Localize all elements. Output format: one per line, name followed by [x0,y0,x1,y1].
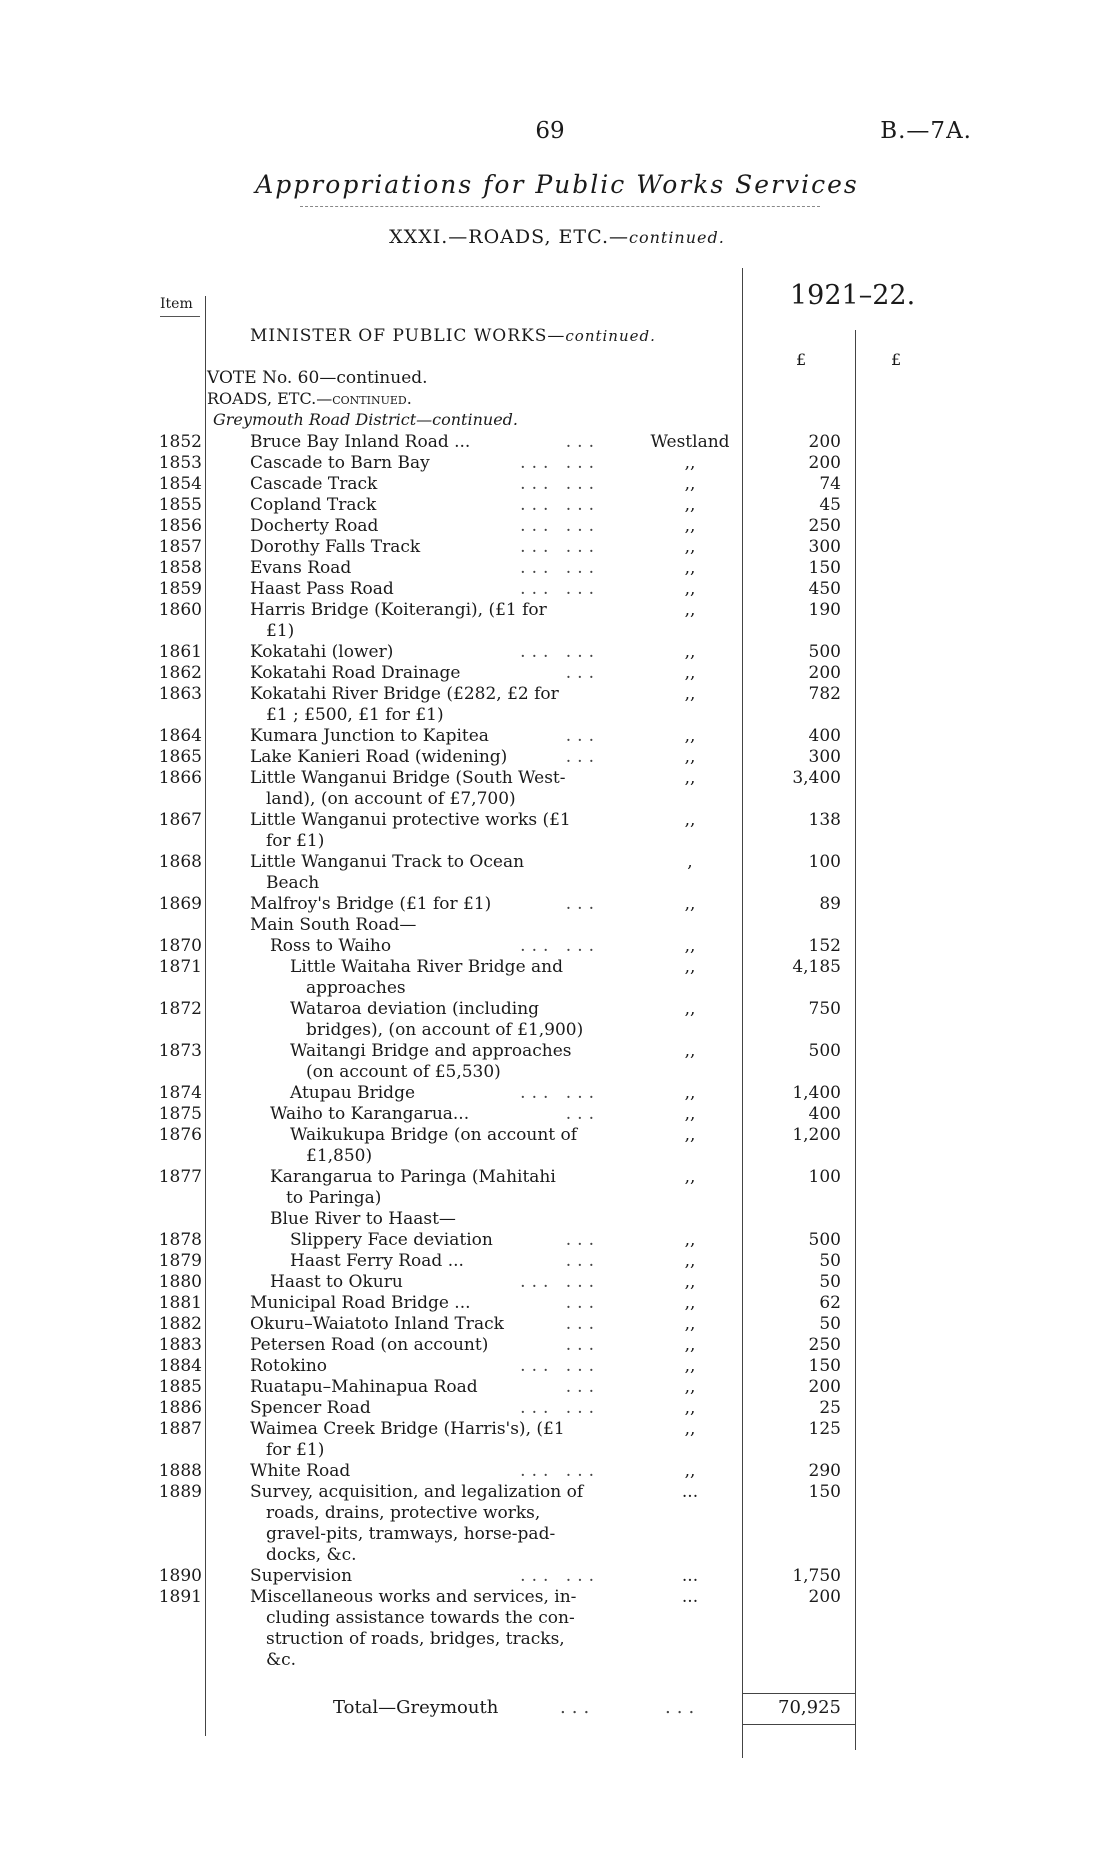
item-number: 1890 [158,1566,202,1586]
table-row [0,1293,1114,1314]
total-rule-top [742,1693,855,1694]
dot-leader: ... [565,1104,600,1124]
item-location: ,, [684,1167,696,1187]
item-location: ,, [684,516,696,536]
description-line: Atupau Bridge [290,1083,416,1103]
table-row [0,1104,1114,1125]
item-number: 1889 [158,1482,202,1502]
description-line: Haast Ferry Road ... [290,1251,464,1271]
item-amount: 782 [808,684,841,704]
dot-leader: ... [565,1377,600,1397]
description-line: Waimea Creek Bridge (Harris's), (£1 [250,1419,565,1439]
item-description [250,768,602,810]
table-row [0,726,1114,747]
table-row [0,1482,1114,1566]
item-location: ,, [684,474,696,494]
item-description [250,1419,602,1461]
item-number: 1852 [158,432,202,452]
item-number: 1874 [158,1083,202,1103]
dot-leader: ... [565,432,600,452]
table-row [0,1335,1114,1356]
description-line: Kokatahi (lower) [250,642,394,662]
dot-leader: ... ... [520,1566,600,1586]
item-number: 1871 [158,957,202,977]
item-location: ,, [684,453,696,473]
year-column-header: 1921–22. [790,280,916,311]
description-line: Little Wanganui Track to Ocean [250,852,525,872]
item-amount: 50 [819,1314,841,1334]
item-amount: 400 [808,726,841,746]
dot-leader: ... [565,726,600,746]
item-description [290,957,602,999]
description-line: Cascade Track [250,474,378,494]
table-row [0,810,1114,852]
item-amount: 62 [819,1293,841,1313]
table-row [0,1356,1114,1377]
item-number: 1876 [158,1125,202,1145]
table-row [0,1251,1114,1272]
dot-leader: ... ... [520,516,600,536]
dot-leader: ... [565,1335,600,1355]
item-number: 1859 [158,579,202,599]
dot-leader: ... [565,1314,600,1334]
item-location: ,, [684,747,696,767]
item-location: ,, [684,1314,696,1334]
item-column-header: Item [160,296,193,312]
item-amount: 89 [819,894,841,914]
description-line: (on account of £5,530) [306,1062,501,1082]
item-amount: 200 [808,453,841,473]
item-number: 1873 [158,1041,202,1061]
section-subtitle [0,226,1114,248]
item-location: ,, [684,1398,696,1418]
item-number: 1861 [158,642,202,662]
item-description [270,1209,602,1230]
item-description [290,999,602,1041]
table-row [0,852,1114,894]
description-line: Karangarua to Paringa (Mahitahi [270,1167,556,1187]
item-location: ,, [684,726,696,746]
table-row [0,642,1114,663]
dot-leader: ... [565,663,600,683]
total-rule-bottom [742,1724,855,1725]
table-row [0,747,1114,768]
dot-leader: ... ... [520,1083,600,1103]
item-amount: 450 [808,579,841,599]
item-amount: 250 [808,516,841,536]
total-amount: 70,925 [778,1697,841,1718]
appropriation-table [0,432,1114,1671]
item-number: 1885 [158,1377,202,1397]
item-location: ,, [684,1335,696,1355]
item-amount: 200 [808,1587,841,1607]
description-line: Kokatahi River Bridge (£282, £2 for [250,684,559,704]
item-amount: 500 [808,1230,841,1250]
item-amount: 750 [808,999,841,1019]
table-row [0,1272,1114,1293]
item-amount: 74 [819,474,841,494]
description-line: for £1) [266,1440,325,1460]
item-amount: 138 [808,810,841,830]
table-row [0,999,1114,1041]
item-location: ,, [684,1104,696,1124]
item-location: ,, [684,936,696,956]
subtitle-continued: continued. [628,228,725,247]
table-row [0,684,1114,726]
dot-leader: ... ... [520,453,600,473]
item-description [290,1125,602,1167]
description-line: Supervision [250,1566,353,1586]
item-amount: 4,185 [792,957,841,977]
description-line: Waitangi Bridge and approaches [290,1041,572,1061]
item-location: ,, [684,1461,696,1481]
item-amount: 50 [819,1272,841,1292]
table-row [0,474,1114,495]
description-line: Bruce Bay Inland Road ... [250,432,471,452]
description-line: £1 ; £500, £1 for £1) [266,705,444,725]
item-number: 1875 [158,1104,202,1124]
item-number: 1880 [158,1272,202,1292]
item-number: 1887 [158,1419,202,1439]
description-line: Dorothy Falls Track [250,537,421,557]
total-leader-2: ... [665,1697,701,1718]
item-location: ,, [684,1083,696,1103]
description-line: for £1) [266,831,325,851]
item-location: ,, [684,579,696,599]
dot-leader: ... ... [520,642,600,662]
dot-leader: ... ... [520,1272,600,1292]
item-number: 1883 [158,1335,202,1355]
description-line: cluding assistance towards the con- [266,1608,575,1628]
dot-leader: ... ... [520,558,600,578]
description-line: Docherty Road [250,516,379,536]
item-amount: 152 [808,936,841,956]
table-row [0,600,1114,642]
description-line: Slippery Face deviation [290,1230,493,1250]
item-location: ,, [684,1293,696,1313]
item-location: ,, [684,768,696,788]
document-reference: B.—7A. [880,118,972,144]
item-location: ... [681,1482,699,1502]
item-location: , [687,852,693,872]
subtitle-main: XXXI.—ROADS, ETC.— [389,226,629,248]
dot-leader: ... ... [520,936,600,956]
table-row [0,894,1114,915]
dot-leader: ... ... [520,1356,600,1376]
item-amount: 290 [808,1461,841,1481]
item-description [270,1167,602,1209]
description-line: struction of roads, bridges, tracks, [266,1629,565,1649]
item-location: ,, [684,894,696,914]
description-line: Wataroa deviation (including [290,999,540,1019]
item-location: ,, [684,1230,696,1250]
description-line: Blue River to Haast— [270,1209,456,1229]
item-number: 1870 [158,936,202,956]
item-location: ,, [684,663,696,683]
item-number: 1867 [158,810,202,830]
item-description [250,810,602,852]
item-number: 1881 [158,1293,202,1313]
item-location: ,, [684,642,696,662]
table-row [0,537,1114,558]
dot-leader: ... ... [520,495,600,515]
description-line: Little Waitaha River Bridge and [290,957,563,977]
table-row [0,1461,1114,1482]
item-amount: 150 [808,558,841,578]
table-row [0,957,1114,999]
item-location: ,, [684,957,696,977]
description-line: £1) [266,621,295,641]
description-line: gravel-pits, tramways, horse-pad- [266,1524,556,1544]
item-number: 1858 [158,558,202,578]
item-location: ,, [684,600,696,620]
total-label: Total—Greymouth [333,1697,499,1718]
description-line: Little Wanganui Bridge (South West- [250,768,566,788]
item-description [250,684,602,726]
item-location: ,, [684,1125,696,1145]
description-line: Harris Bridge (Koiterangi), (£1 for [250,600,547,620]
item-number: 1888 [158,1461,202,1481]
description-line: roads, drains, protective works, [266,1503,541,1523]
description-line: Waiho to Karangarua... [270,1104,470,1124]
item-amount: 400 [808,1104,841,1124]
item-number: 1868 [158,852,202,872]
item-amount: 150 [808,1356,841,1376]
item-amount: 150 [808,1482,841,1502]
description-line: Main South Road— [250,915,417,935]
item-description [250,915,602,936]
page-number: 69 [535,118,565,144]
description-line: approaches [306,978,406,998]
item-location: ,, [684,495,696,515]
item-location: ,, [684,558,696,578]
description-line: Spencer Road [250,1398,371,1418]
description-line: Beach [266,873,320,893]
pound-symbol-2: £ [891,350,902,369]
item-number: 1864 [158,726,202,746]
description-line: Okuru–Waiatoto Inland Track [250,1314,504,1334]
item-description [250,852,602,894]
item-header-rule [160,316,200,317]
description-line: Petersen Road (on account) [250,1335,489,1355]
item-amount: 200 [808,663,841,683]
description-line: to Paringa) [286,1188,382,1208]
minister-main: MINISTER OF PUBLIC WORKS— [250,326,566,346]
table-row [0,768,1114,810]
description-line: Haast Pass Road [250,579,394,599]
dot-leader: ... [565,747,600,767]
description-line: Ross to Waiho [270,936,392,956]
table-row [0,936,1114,957]
table-row [0,579,1114,600]
item-location: ,, [684,1041,696,1061]
description-line: Waikukupa Bridge (on account of [290,1125,578,1145]
table-row [0,1587,1114,1671]
description-line: Ruatapu–Mahinapua Road [250,1377,478,1397]
item-amount: 500 [808,1041,841,1061]
table-row [0,1167,1114,1209]
dot-leader: ... [565,1230,600,1250]
table-row [0,1419,1114,1461]
table-row [0,1083,1114,1104]
item-location: ,, [684,1377,696,1397]
item-number: 1866 [158,768,202,788]
item-amount: 190 [808,600,841,620]
description-line: Copland Track [250,495,377,515]
description-line: Malfroy's Bridge (£1 for £1) [250,894,492,914]
dot-leader: ... [565,894,600,914]
item-location: ,, [684,1356,696,1376]
item-number: 1877 [158,1167,202,1187]
item-amount: 300 [808,747,841,767]
item-location: ,, [684,684,696,704]
item-location: ,, [684,1272,696,1292]
description-line: land), (on account of £7,700) [266,789,516,809]
item-number: 1869 [158,894,202,914]
description-line: £1,850) [306,1146,373,1166]
item-amount: 45 [819,495,841,515]
item-location: ... [681,1566,699,1586]
dot-leader: ... [565,1293,600,1313]
minister-heading [250,326,656,346]
page-title: Appropriations for Public Works Services [255,170,859,199]
item-number: 1856 [158,516,202,536]
item-amount: 1,750 [792,1566,841,1586]
vote-heading: VOTE No. 60—continued. [207,368,428,388]
description-line: Rotokino [250,1356,328,1376]
table-row [0,1041,1114,1083]
dot-leader: ... ... [520,579,600,599]
item-number: 1882 [158,1314,202,1334]
district-heading: Greymouth Road District—continued. [213,410,519,429]
table-row [0,1566,1114,1587]
item-number: 1863 [158,684,202,704]
item-number: 1878 [158,1230,202,1250]
item-description [250,1587,602,1671]
item-number: 1862 [158,663,202,683]
item-amount: 3,400 [792,768,841,788]
total-leader-1: ... [560,1697,596,1718]
item-amount: 100 [808,1167,841,1187]
table-row [0,495,1114,516]
item-number: 1854 [158,474,202,494]
item-location: ,, [684,1419,696,1439]
item-number: 1886 [158,1398,202,1418]
item-amount: 100 [808,852,841,872]
item-amount: 1,200 [792,1125,841,1145]
table-row [0,663,1114,684]
item-amount: 125 [808,1419,841,1439]
item-amount: 25 [819,1398,841,1418]
description-line: Little Wanganui protective works (£1 [250,810,571,830]
item-number: 1872 [158,999,202,1019]
description-line: Kumara Junction to Kapitea [250,726,489,746]
table-row [0,1398,1114,1419]
item-location: ,, [684,537,696,557]
item-location: ,, [684,810,696,830]
item-location: ,, [684,1251,696,1271]
dot-leader: ... ... [520,1398,600,1418]
item-number: 1860 [158,600,202,620]
pound-symbol-1: £ [796,350,807,369]
item-amount: 300 [808,537,841,557]
dot-leader: ... ... [520,1461,600,1481]
description-line: docks, &c. [266,1545,357,1565]
description-line: Kokatahi Road Drainage [250,663,461,683]
roads-heading: ROADS, ETC.—continued. [207,389,412,408]
description-line: Haast to Okuru [270,1272,403,1292]
item-location: ... [681,1587,699,1607]
table-row [0,915,1114,936]
table-row [0,1230,1114,1251]
description-line: bridges), (on account of £1,900) [306,1020,584,1040]
table-row [0,453,1114,474]
item-number: 1855 [158,495,202,515]
table-row [0,1314,1114,1335]
description-line: Survey, acquisition, and legalization of [250,1482,584,1502]
item-location: ,, [684,999,696,1019]
item-amount: 200 [808,432,841,452]
item-description [250,1482,602,1566]
item-description [250,600,602,642]
item-number: 1884 [158,1356,202,1376]
item-amount: 500 [808,642,841,662]
description-line: Cascade to Barn Bay [250,453,430,473]
description-line: Evans Road [250,558,352,578]
item-number: 1853 [158,453,202,473]
item-amount: 1,400 [792,1083,841,1103]
dot-leader: ... ... [520,537,600,557]
dot-leader: ... [565,1251,600,1271]
description-line: White Road [250,1461,351,1481]
item-description [290,1041,602,1083]
item-amount: 200 [808,1377,841,1397]
table-row [0,558,1114,579]
item-number: 1891 [158,1587,202,1607]
table-row [0,516,1114,537]
item-location: Westland [650,432,730,452]
description-line: Municipal Road Bridge ... [250,1293,471,1313]
table-row [0,1209,1114,1230]
minister-continued: continued. [565,327,656,345]
item-number: 1857 [158,537,202,557]
item-number: 1865 [158,747,202,767]
item-number: 1879 [158,1251,202,1271]
item-amount: 250 [808,1335,841,1355]
table-row [0,432,1114,453]
dot-leader: ... ... [520,474,600,494]
description-line: &c. [266,1650,297,1670]
title-rule [300,206,820,207]
table-row [0,1377,1114,1398]
description-line: Miscellaneous works and services, in- [250,1587,577,1607]
item-amount: 50 [819,1251,841,1271]
table-row [0,1125,1114,1167]
description-line: Lake Kanieri Road (widening) [250,747,508,767]
